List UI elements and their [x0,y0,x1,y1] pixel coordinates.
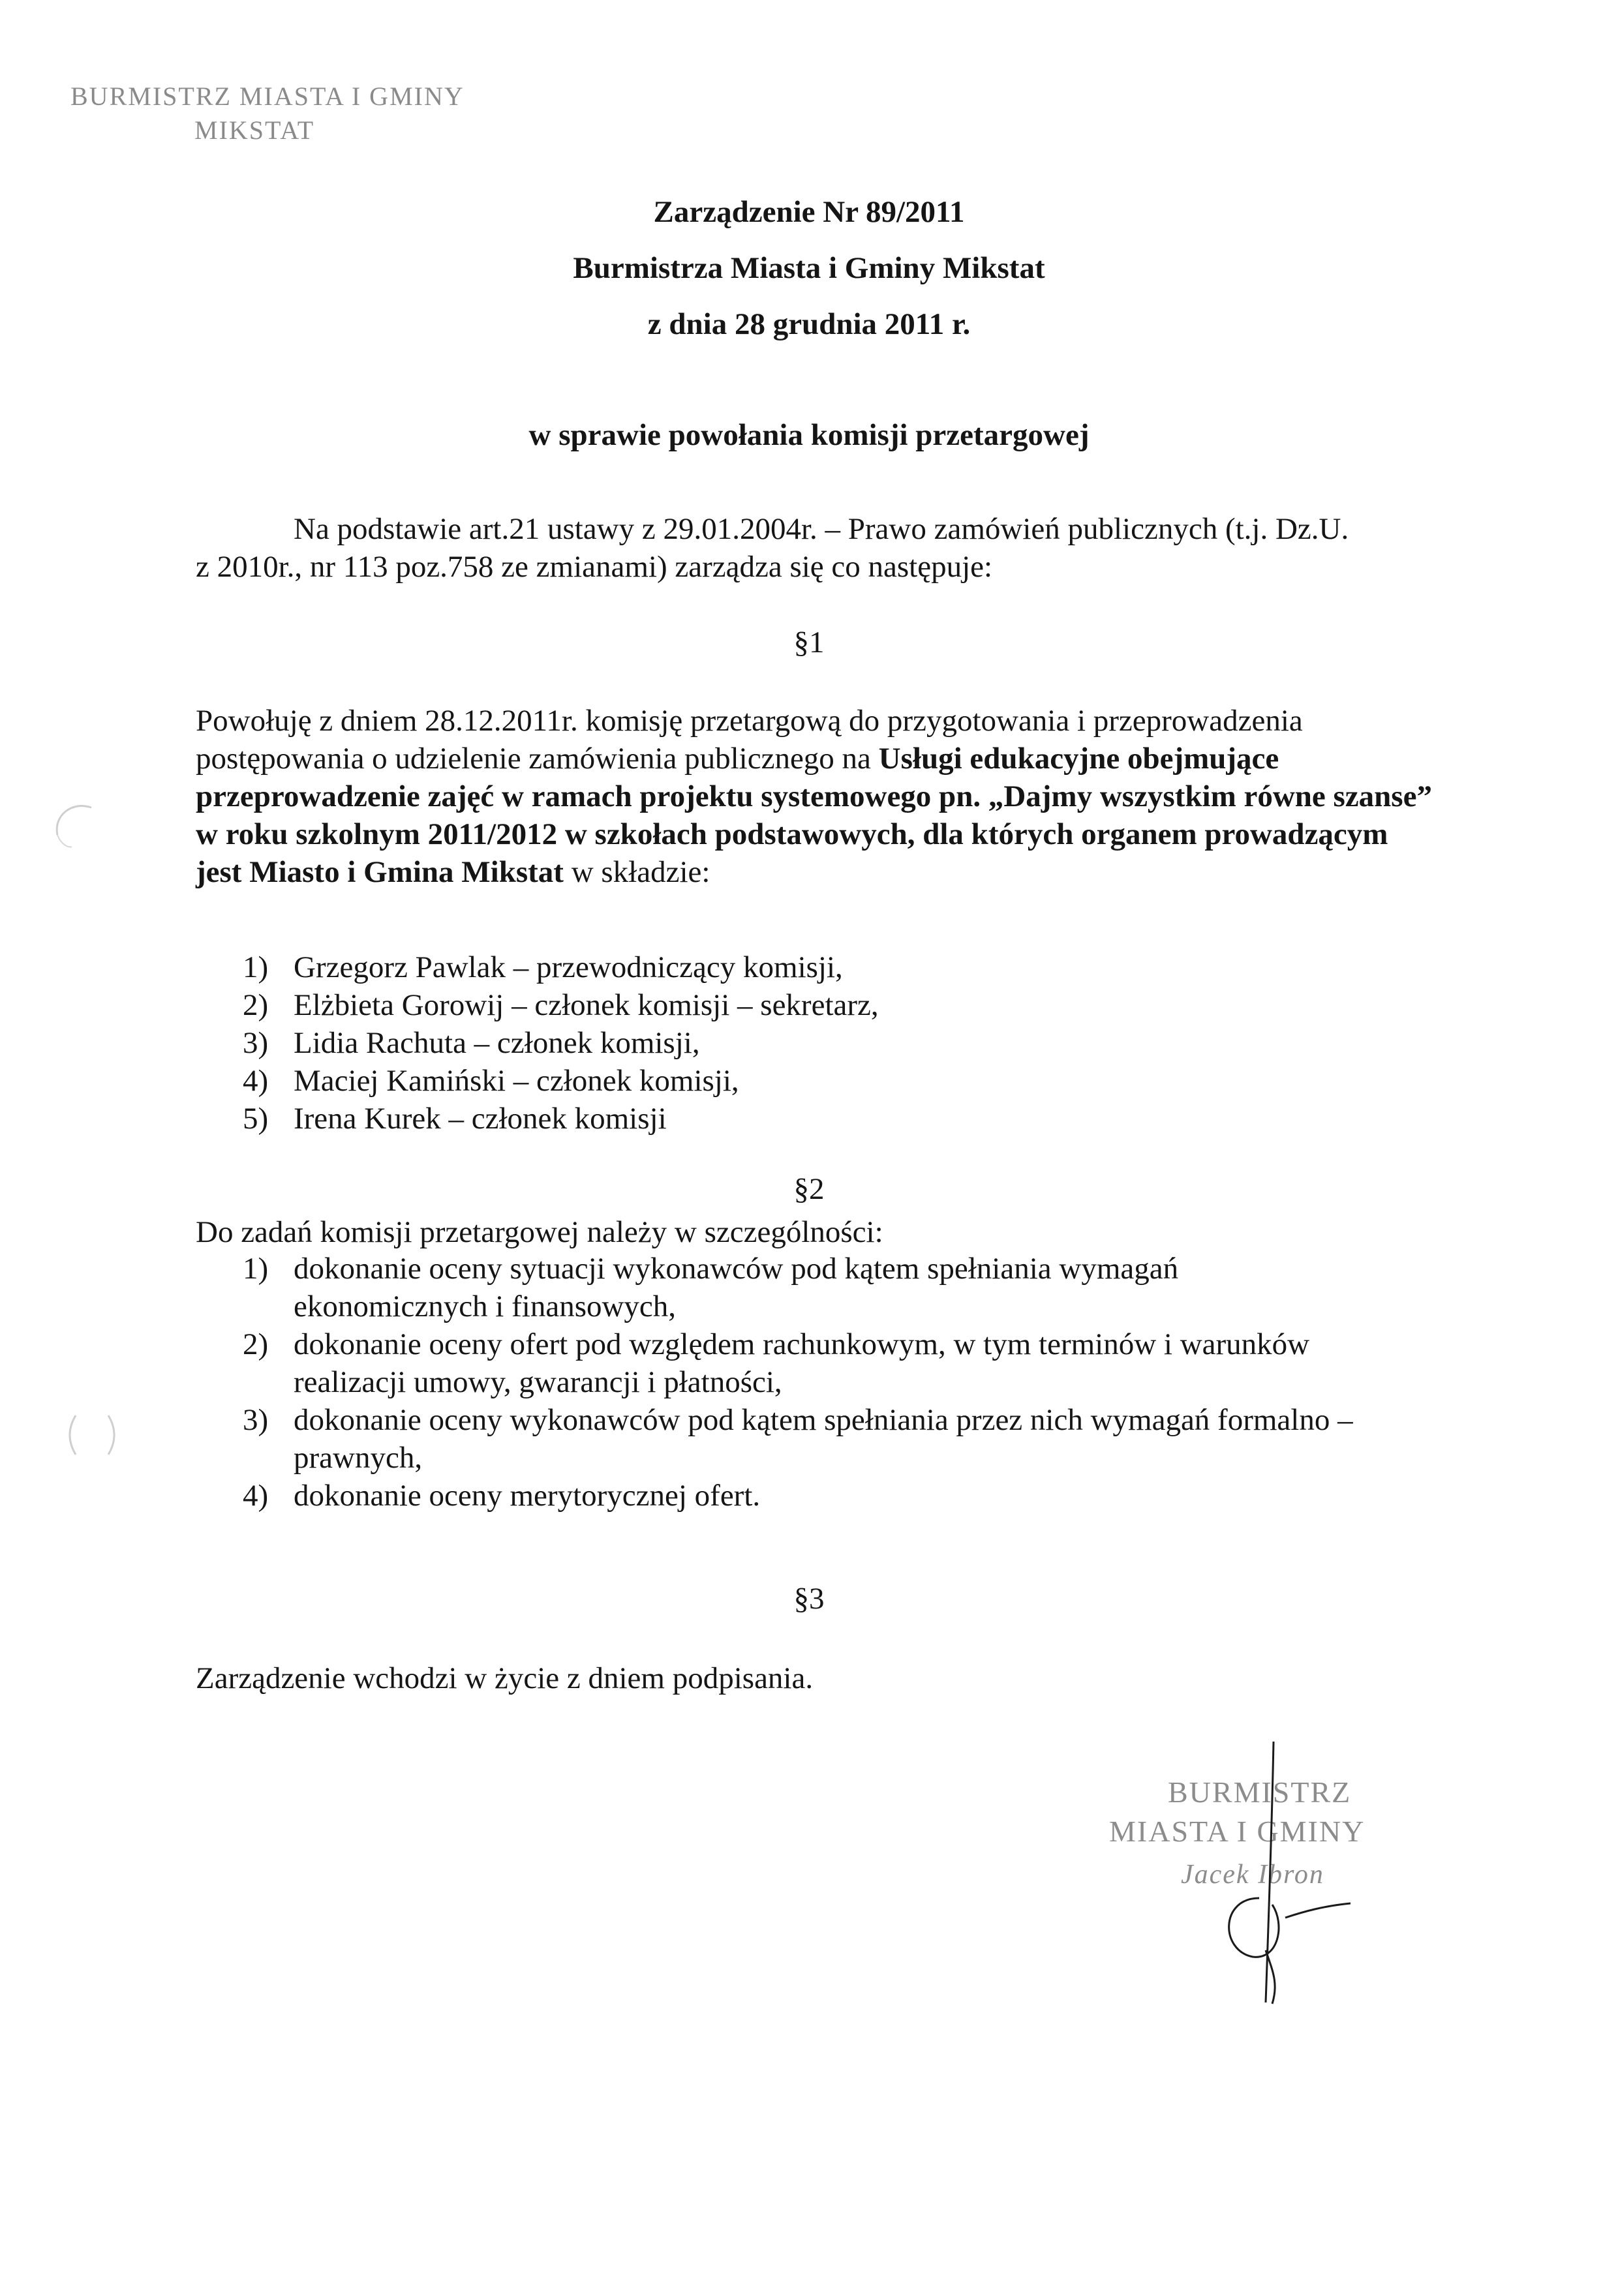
legal-basis-line-2: z 2010r., nr 113 poz.758 ze zmianami) zarządza się co następuje: [196,550,993,584]
list-item [243,1250,1443,1325]
legal-basis-line-1: Na podstawie art.21 ustawy z 29.01.2004r. – Prawo zamówień publicznych (t.j. Dz.U. [294,512,1349,546]
document-title: Zarządzenie Nr 89/2011 [653,195,965,229]
list-item-continuation: prawnych, [294,1441,423,1475]
section-1-text-end: w składzie: [563,855,710,889]
punch-hole-mark [63,1409,121,1461]
list-item [243,1024,879,1062]
list-item [243,986,879,1024]
list-item-number: 4) [243,1064,269,1098]
list-item-number: 2) [243,1327,269,1361]
section-3-text: Zarządzenie wchodzi w życie z dniem podpisania. [196,1661,814,1695]
stamp-line-1: BURMISTRZ MIASTA I GMINY [70,82,465,111]
section-1-text [196,702,1435,891]
stamp-line-2: MIKSTAT [194,115,315,145]
list-item-number: 3) [243,1026,269,1060]
section-1-text-start: Powołuję z dniem 28.12.2011r. komisję przetargową do przygotowania i przeprowadzenia postępowania o udzielenie zamówienia publicznego na [196,704,1303,776]
list-item-number: 1) [243,1252,269,1286]
legal-basis [196,510,1461,586]
list-item-continuation: ekonomicznych i finansowych, [294,1290,677,1323]
committee-members-list [243,948,879,1138]
section-1-mark: §1 [793,626,825,659]
section-2-mark: §2 [793,1172,825,1206]
list-item [243,1062,879,1100]
document-issuer: Burmistrza Miasta i Gminy Mikstat [573,251,1045,285]
list-item [243,1325,1443,1401]
list-item-number: 5) [243,1102,269,1136]
list-item-number: 2) [243,988,269,1022]
section-2-intro: Do zadań komisji przetargowej należy w szczególności: [196,1215,883,1249]
list-item-text: Lidia Rachuta – członek komisji, [294,1026,700,1060]
sig-stamp-name: Jacek Ibron [1181,1860,1324,1890]
punch-hole-mark [46,796,104,854]
handwritten-signature [1174,1735,1409,2009]
sig-stamp-line-1: BURMISTRZ [1168,1775,1352,1809]
list-item-text: dokonanie oceny ofert pod względem rachunkowym, w tym terminów i warunków [294,1327,1310,1361]
sig-stamp-line-2: MIASTA I GMINY [1109,1815,1366,1848]
document-date: z dnia 28 grudnia 2011 r. [647,307,971,341]
list-item-text: dokonanie oceny merytorycznej ofert. [294,1479,761,1513]
section-1-text-bold: Usługi edukacyjne obejmujące przeprowadzenie zajęć w ramach projektu systemowego pn. „Dajmy wszystkim równe szanse” w roku szkolnym 2011/2012 w szkołach podstawowych, dla których organem prowadzącym jest Miasto i Gmina Mikstat [196,742,1432,889]
list-item-text: Irena Kurek – członek komisji [294,1102,667,1136]
list-item-text: dokonanie oceny wykonawców pod kątem spełniania przez nich wymagań formalno – [294,1403,1353,1437]
list-item-text: dokonanie oceny sytuacji wykonawców pod kątem spełniania wymagań [294,1252,1179,1286]
list-item [243,948,879,986]
list-item [243,1401,1443,1477]
list-item-text: Maciej Kamiński – członek komisji, [294,1064,739,1098]
list-item-continuation: realizacji umowy, gwarancji i płatności, [294,1365,782,1399]
list-item-text: Grzegorz Pawlak – przewodniczący komisji, [294,950,843,984]
list-item-text: Elżbieta Gorowij – członek komisji – sekretarz, [294,988,879,1022]
committee-tasks-list [243,1250,1443,1515]
list-item [243,1100,879,1138]
list-item-number: 4) [243,1479,269,1513]
document-subject: w sprawie powołania komisji przetargowej [528,418,1090,452]
list-item-number: 3) [243,1403,269,1437]
list-item-number: 1) [243,950,269,984]
list-item [243,1477,1443,1515]
office-stamp-header [70,80,465,147]
section-3-mark: §3 [793,1582,825,1616]
